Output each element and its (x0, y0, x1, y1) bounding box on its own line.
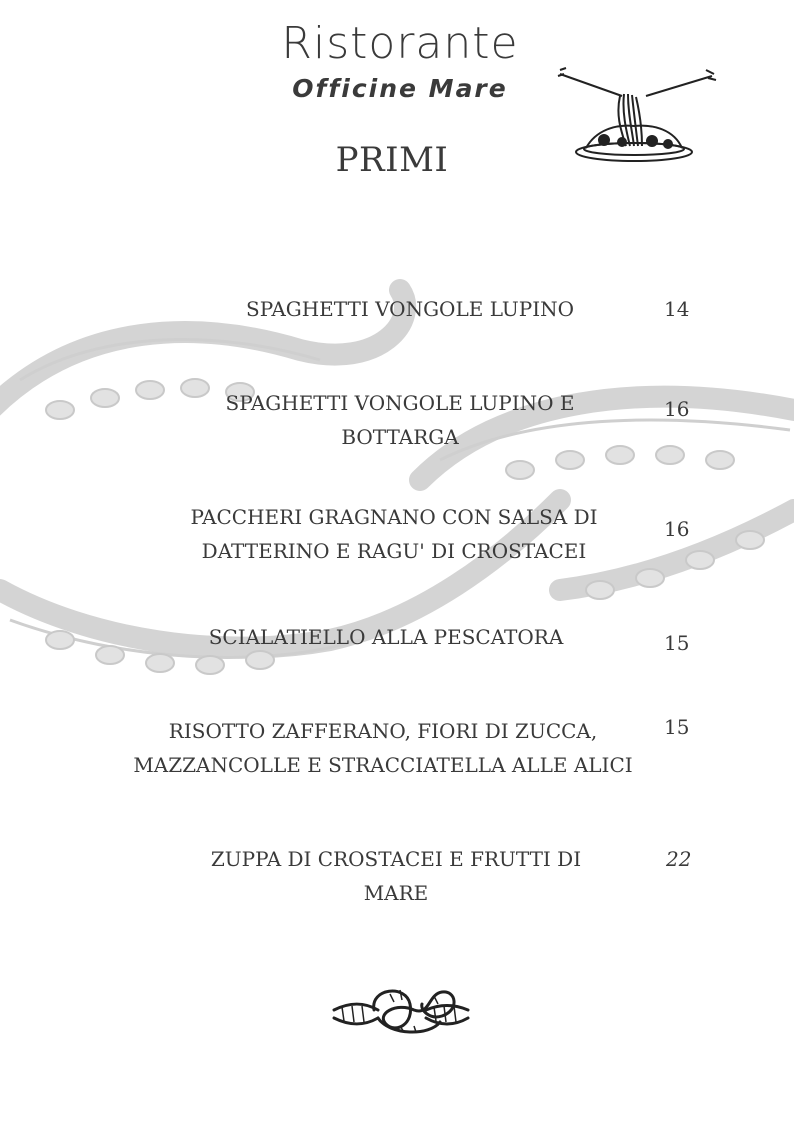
dish-price: 15 (664, 631, 690, 655)
dish-line: PACCHERI GRAGNANO CON SALSA DI (190, 505, 598, 529)
dish-line: BOTTARGA (341, 425, 459, 449)
section-heading: PRIMI (335, 140, 449, 180)
dish-line: RISOTTO ZAFFERANO, FIORI DI ZUCCA, (168, 719, 598, 743)
dish-name (146, 842, 646, 910)
dish-price: 15 (664, 715, 690, 739)
list-item (0, 292, 794, 332)
dish-name (118, 714, 648, 782)
list-item (0, 714, 794, 784)
restaurant-title: Ristorante (281, 18, 519, 69)
dish-name (136, 620, 636, 654)
rope-knot-icon (330, 980, 472, 1040)
list-item (0, 620, 794, 660)
dish-line: SPAGHETTI VONGOLE LUPINO E (225, 391, 575, 415)
dish-name (160, 292, 660, 326)
dish-name (150, 386, 650, 454)
list-item (0, 842, 794, 912)
dish-price: 22 (666, 847, 692, 871)
dish-price: 16 (664, 397, 690, 421)
dish-line: DATTERINO E RAGU' DI CROSTACEI (201, 539, 587, 563)
list-item (0, 386, 794, 456)
list-item (0, 500, 794, 570)
dish-line: ZUPPA DI CROSTACEI E FRUTTI DI (210, 847, 582, 871)
dish-name (144, 500, 644, 568)
dish-line: SPAGHETTI VONGOLE LUPINO (246, 297, 574, 321)
dish-line: MAZZANCOLLE E STRACCIATELLA ALLE ALICI (133, 753, 633, 777)
dish-line: MARE (363, 881, 429, 905)
dish-price: 16 (664, 517, 690, 541)
dish-price: 14 (664, 297, 690, 321)
dish-line: SCIALATIELLO ALLA PESCATORA (208, 625, 564, 649)
restaurant-subtitle: Officine Mare (292, 74, 508, 103)
